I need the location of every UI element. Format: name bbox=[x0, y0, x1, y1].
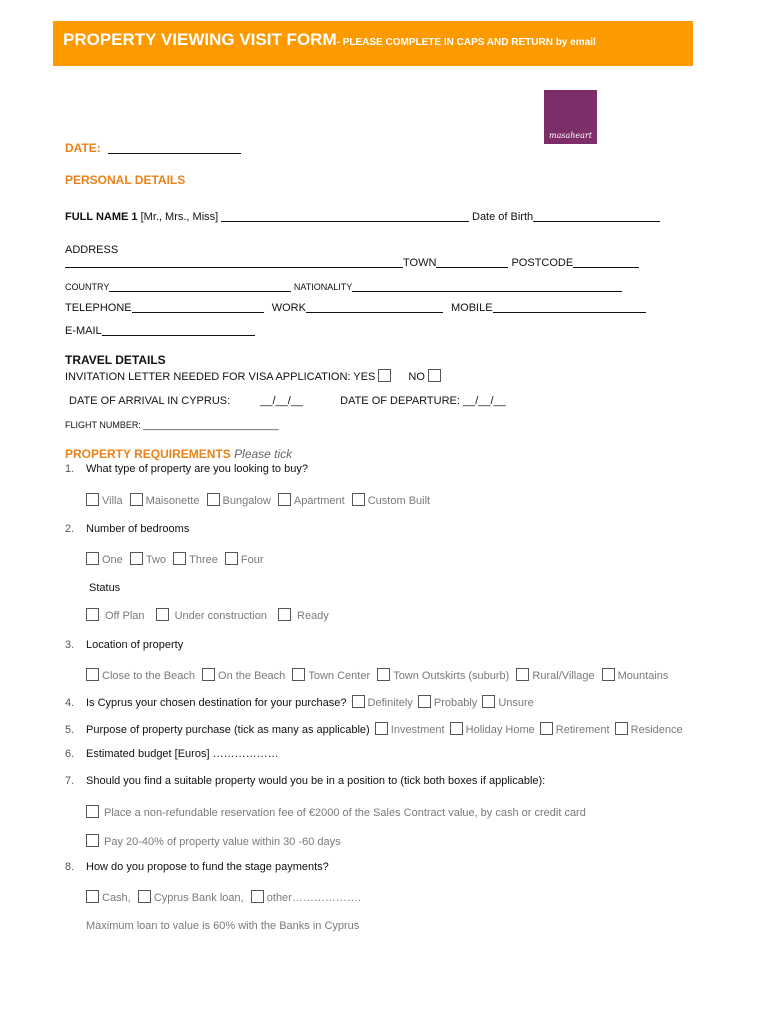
address-label: ADDRESS bbox=[65, 244, 119, 256]
country-label: COUNTRY bbox=[65, 282, 110, 292]
checkbox[interactable] bbox=[156, 608, 169, 621]
full-name-field[interactable] bbox=[221, 211, 469, 222]
q3-number: 3. bbox=[65, 639, 75, 651]
option-definitely[interactable]: Definitely bbox=[352, 697, 413, 709]
work-field[interactable] bbox=[306, 302, 443, 313]
q2-text: Number of bedrooms bbox=[86, 523, 190, 535]
option-residence[interactable]: Residence bbox=[615, 724, 683, 736]
checkbox[interactable] bbox=[418, 695, 431, 708]
question-3 bbox=[65, 639, 183, 651]
checkbox[interactable] bbox=[377, 668, 390, 681]
option-probably[interactable]: Probably bbox=[418, 697, 477, 709]
full-name-label: FULL NAME 1 bbox=[65, 211, 138, 223]
checkbox[interactable] bbox=[375, 722, 388, 735]
option-custom-built[interactable]: Custom Built bbox=[352, 495, 430, 507]
checkbox[interactable] bbox=[202, 668, 215, 681]
form-title: PROPERTY VIEWING VISIT FORM- PLEASE COMPLETE IN CAPS AND RETURN by email bbox=[63, 30, 596, 49]
question-7 bbox=[65, 775, 545, 787]
option-bank-loan[interactable]: Cyprus Bank loan, bbox=[138, 892, 244, 904]
question-1 bbox=[65, 463, 308, 475]
checkbox[interactable] bbox=[352, 493, 365, 506]
checkbox[interactable] bbox=[450, 722, 463, 735]
q5-text: Purpose of property purchase (tick as many as applicable) bbox=[86, 724, 370, 736]
town-field[interactable] bbox=[436, 257, 508, 268]
checkbox[interactable] bbox=[278, 493, 291, 506]
telephone-field[interactable] bbox=[132, 302, 264, 313]
date-field[interactable] bbox=[108, 143, 241, 154]
requirements-title: PROPERTY REQUIREMENTS bbox=[65, 447, 231, 461]
q8-options bbox=[86, 890, 365, 904]
dob-row bbox=[472, 211, 660, 223]
form-subtitle: - PLEASE COMPLETE IN CAPS AND RETURN by email bbox=[336, 37, 596, 48]
option-retirement[interactable]: Retirement bbox=[540, 724, 610, 736]
requirements-note: Please tick bbox=[234, 447, 293, 461]
q6-number: 6. bbox=[65, 748, 75, 760]
flight-number-row[interactable]: FLIGHT NUMBER: ___________________________ bbox=[65, 420, 279, 430]
option-cash[interactable]: Cash, bbox=[86, 892, 131, 904]
nationality-field[interactable] bbox=[352, 283, 622, 292]
q5-number: 5. bbox=[65, 724, 75, 736]
address-field[interactable] bbox=[65, 257, 403, 268]
checkbox[interactable] bbox=[86, 608, 99, 621]
checkbox[interactable] bbox=[173, 552, 186, 565]
invitation-row bbox=[65, 369, 441, 383]
header-banner bbox=[53, 21, 693, 66]
checkbox[interactable] bbox=[130, 493, 143, 506]
q8-text: How do you propose to fund the stage payments? bbox=[86, 861, 329, 873]
email-label: E-MAIL bbox=[65, 325, 102, 337]
town-label: TOWN bbox=[403, 257, 437, 269]
q7-number: 7. bbox=[65, 775, 75, 787]
checkbox[interactable] bbox=[138, 890, 151, 903]
checkbox[interactable] bbox=[251, 890, 264, 903]
property-requirements-heading bbox=[65, 447, 292, 461]
option-maisonette[interactable]: Maisonette bbox=[130, 495, 200, 507]
loan-note: Maximum loan to value is 60% with the Banks in Cyprus bbox=[86, 920, 360, 932]
option-four[interactable]: Four bbox=[225, 554, 264, 566]
option-reservation-fee[interactable]: Place a non-refundable reservation fee of €2000 of the Sales Contract value, by cash or credit card bbox=[86, 805, 586, 819]
departure-label: DATE OF DEPARTURE: bbox=[340, 395, 460, 407]
option-close-to-beach[interactable]: Close to the Beach bbox=[86, 670, 195, 682]
q1-options bbox=[86, 493, 434, 507]
logo-text: masaheart bbox=[549, 131, 592, 140]
checkbox[interactable] bbox=[352, 695, 365, 708]
q6-text[interactable]: Estimated budget [Euros] ……………… bbox=[86, 748, 279, 760]
date-row bbox=[65, 141, 241, 155]
departure-field[interactable]: __/__/__ bbox=[462, 395, 506, 407]
full-name-hint: [Mr., Mrs., Miss] bbox=[140, 211, 219, 223]
option-other[interactable]: other………………. bbox=[251, 892, 361, 904]
full-name-row bbox=[65, 211, 469, 223]
option-pay-20-40[interactable]: Pay 20-40% of property value within 30 -60 days bbox=[86, 834, 341, 848]
postcode-label: POSTCODE bbox=[511, 257, 574, 269]
personal-details-heading: PERSONAL DETAILS bbox=[65, 173, 186, 187]
work-label: WORK bbox=[271, 302, 306, 314]
option-villa[interactable]: Villa bbox=[86, 495, 123, 507]
status-label: Status bbox=[89, 582, 121, 594]
dob-label: Date of Birth bbox=[472, 211, 534, 223]
option-town-outskirts[interactable]: Town Outskirts (suburb) bbox=[377, 670, 509, 682]
option-holiday-home[interactable]: Holiday Home bbox=[450, 724, 535, 736]
mobile-field[interactable] bbox=[493, 302, 646, 313]
telephone-label: TELEPHONE bbox=[65, 302, 132, 314]
email-row bbox=[65, 325, 255, 337]
invitation-no-label: NO bbox=[408, 371, 425, 383]
invitation-label: INVITATION LETTER NEEDED FOR VISA APPLICATION: YES bbox=[65, 371, 376, 383]
checkbox[interactable] bbox=[130, 552, 143, 565]
option-unsure[interactable]: Unsure bbox=[482, 697, 533, 709]
dob-field[interactable] bbox=[533, 211, 660, 222]
q7-text: Should you find a suitable property would you be in a position to (tick both boxes if applicable): bbox=[86, 775, 546, 787]
date-label: DATE: bbox=[65, 141, 101, 155]
question-6 bbox=[65, 748, 279, 760]
country-field[interactable] bbox=[109, 283, 291, 292]
checkbox[interactable] bbox=[86, 493, 99, 506]
option-town-center[interactable]: Town Center bbox=[292, 670, 370, 682]
question-8 bbox=[65, 861, 329, 873]
status-options bbox=[86, 608, 333, 622]
option-under-construction[interactable]: Under construction bbox=[156, 610, 267, 622]
country-row bbox=[65, 282, 622, 292]
checkbox[interactable] bbox=[86, 805, 99, 818]
email-field[interactable] bbox=[102, 325, 255, 336]
checkbox[interactable] bbox=[86, 668, 99, 681]
question-4 bbox=[65, 695, 534, 709]
option-bungalow[interactable]: Bungalow bbox=[207, 495, 271, 507]
checkbox[interactable] bbox=[207, 493, 220, 506]
q4-number: 4. bbox=[65, 697, 75, 709]
arrival-label: DATE OF ARRIVAL IN CYPRUS: bbox=[69, 395, 231, 407]
option-mountains[interactable]: Mountains bbox=[602, 670, 669, 682]
checkbox[interactable] bbox=[482, 695, 495, 708]
travel-details-heading: TRAVEL DETAILS bbox=[65, 353, 166, 367]
checkbox[interactable] bbox=[86, 552, 99, 565]
q1-text: What type of property are you looking to buy? bbox=[86, 463, 308, 475]
q2-options bbox=[86, 552, 268, 566]
postcode-field[interactable] bbox=[573, 257, 639, 268]
q2-number: 2. bbox=[65, 523, 75, 535]
option-investment[interactable]: Investment bbox=[375, 724, 445, 736]
nationality-label: NATIONALITY bbox=[293, 282, 353, 292]
option-off-plan[interactable]: Off Plan bbox=[86, 610, 145, 622]
invitation-yes-checkbox[interactable] bbox=[378, 369, 391, 382]
option-ready[interactable]: Ready bbox=[278, 610, 329, 622]
checkbox[interactable] bbox=[602, 668, 615, 681]
telephone-row bbox=[65, 302, 646, 314]
option-apartment[interactable]: Apartment bbox=[278, 495, 345, 507]
invitation-no-checkbox[interactable] bbox=[428, 369, 441, 382]
checkbox[interactable] bbox=[86, 834, 99, 847]
arrival-field[interactable]: __/__/__ bbox=[260, 395, 304, 407]
option-two[interactable]: Two bbox=[130, 554, 166, 566]
checkbox[interactable] bbox=[292, 668, 305, 681]
question-2 bbox=[65, 523, 189, 535]
q1-number: 1. bbox=[65, 463, 75, 475]
option-rural-village[interactable]: Rural/Village bbox=[516, 670, 594, 682]
option-one[interactable]: One bbox=[86, 554, 123, 566]
checkbox[interactable] bbox=[278, 608, 291, 621]
q4-text: Is Cyprus your chosen destination for your purchase? bbox=[86, 697, 347, 709]
checkbox[interactable] bbox=[225, 552, 238, 565]
address-row bbox=[65, 257, 639, 269]
mobile-label: MOBILE bbox=[451, 302, 493, 314]
q3-options bbox=[86, 668, 672, 682]
option-on-beach[interactable]: On the Beach bbox=[202, 670, 285, 682]
checkbox[interactable] bbox=[540, 722, 553, 735]
checkbox[interactable] bbox=[516, 668, 529, 681]
question-5 bbox=[65, 722, 683, 736]
company-logo bbox=[544, 90, 597, 144]
checkbox[interactable] bbox=[86, 890, 99, 903]
q8-number: 8. bbox=[65, 861, 75, 873]
checkbox[interactable] bbox=[615, 722, 628, 735]
option-three[interactable]: Three bbox=[173, 554, 218, 566]
q3-text: Location of property bbox=[86, 639, 184, 651]
arrival-row bbox=[69, 395, 506, 407]
